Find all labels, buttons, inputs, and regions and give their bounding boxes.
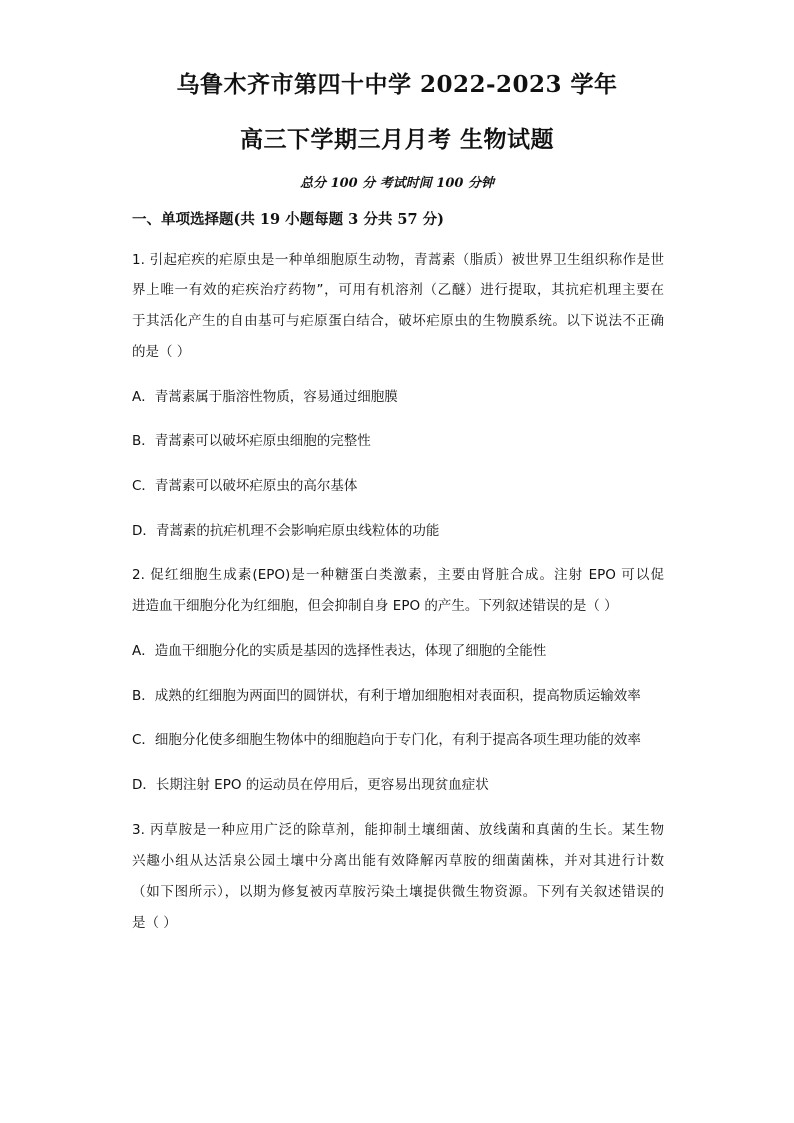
option-d: D．长期注射 EPO 的运动员在停用后，更容易出现贫血症状	[132, 777, 489, 793]
section-heading: 一、单项选择题(共 19 小题每题 3 分共 57 分)	[132, 211, 444, 228]
question-stem-line: 兴趣小组从达活泉公园土壤中分离出能有效降解丙草胺的细菌菌株，并对其进行计数	[132, 853, 664, 869]
question-stem-line: 进造血干细胞分化为红细胞，但会抑制自身 EPO 的产生。下列叙述错误的是（ ）	[132, 598, 618, 614]
question-stem-line: 1. 引起疟疾的疟原虫是一种单细胞原生动物，青蒿素（脂质）被世界卫生组织称作是世	[132, 252, 664, 268]
option-b: B．青蒿素可以破坏疟原虫细胞的完整性	[132, 433, 371, 449]
option-b: B．成熟的红细胞为两面凹的圆饼状，有利于增加细胞相对表面积，提高物质运输效率	[132, 688, 641, 704]
question-stem-line: 2. 促红细胞生成素(EPO)是一种糖蛋白类激素，主要由肾脏合成。注射 EPO 可以促	[132, 567, 664, 583]
question-stem-line: 的是（ ）	[132, 344, 191, 360]
exam-subtitle: 总分 100 分 考试时间 100 分钟	[300, 176, 494, 191]
exam-title-subject: 高三下学期三月月考 生物试题	[239, 126, 554, 153]
question-stem-line: 是（ ）	[132, 915, 177, 931]
option-d: D．青蒿素的抗疟机理不会影响疟原虫线粒体的功能	[132, 523, 440, 539]
question-stem-line: 界上唯一有效的疟疾治疗药物”，可用有机溶剂（乙醚）进行提取，其抗疟机理主要在	[132, 282, 664, 298]
option-c: C．细胞分化使多细胞生物体中的细胞趋向于专门化，有利于提高各项生理功能的效率	[132, 732, 641, 748]
option-a: A．青蒿素属于脂溶性物质，容易通过细胞膜	[132, 389, 398, 405]
question-stem-line: 于其活化产生的自由基可与疟原蛋白结合，破坏疟原虫的生物膜系统。以下说法不正确	[132, 313, 664, 329]
question-stem-line: （如下图所示），以期为修复被丙草胺污染土壤提供微生物资源。下列有关叙述错误的	[132, 884, 664, 900]
exam-title-school: 乌鲁木齐市第四十中学 2022-2023 学年	[176, 71, 618, 98]
option-c: C．青蒿素可以破坏疟原虫的高尔基体	[132, 478, 358, 494]
option-a: A．造血干细胞分化的实质是基因的选择性表达，体现了细胞的全能性	[132, 643, 547, 659]
question-stem-line: 3. 丙草胺是一种应用广泛的除草剂，能抑制土壤细菌、放线菌和真菌的生长。某生物	[132, 822, 664, 838]
